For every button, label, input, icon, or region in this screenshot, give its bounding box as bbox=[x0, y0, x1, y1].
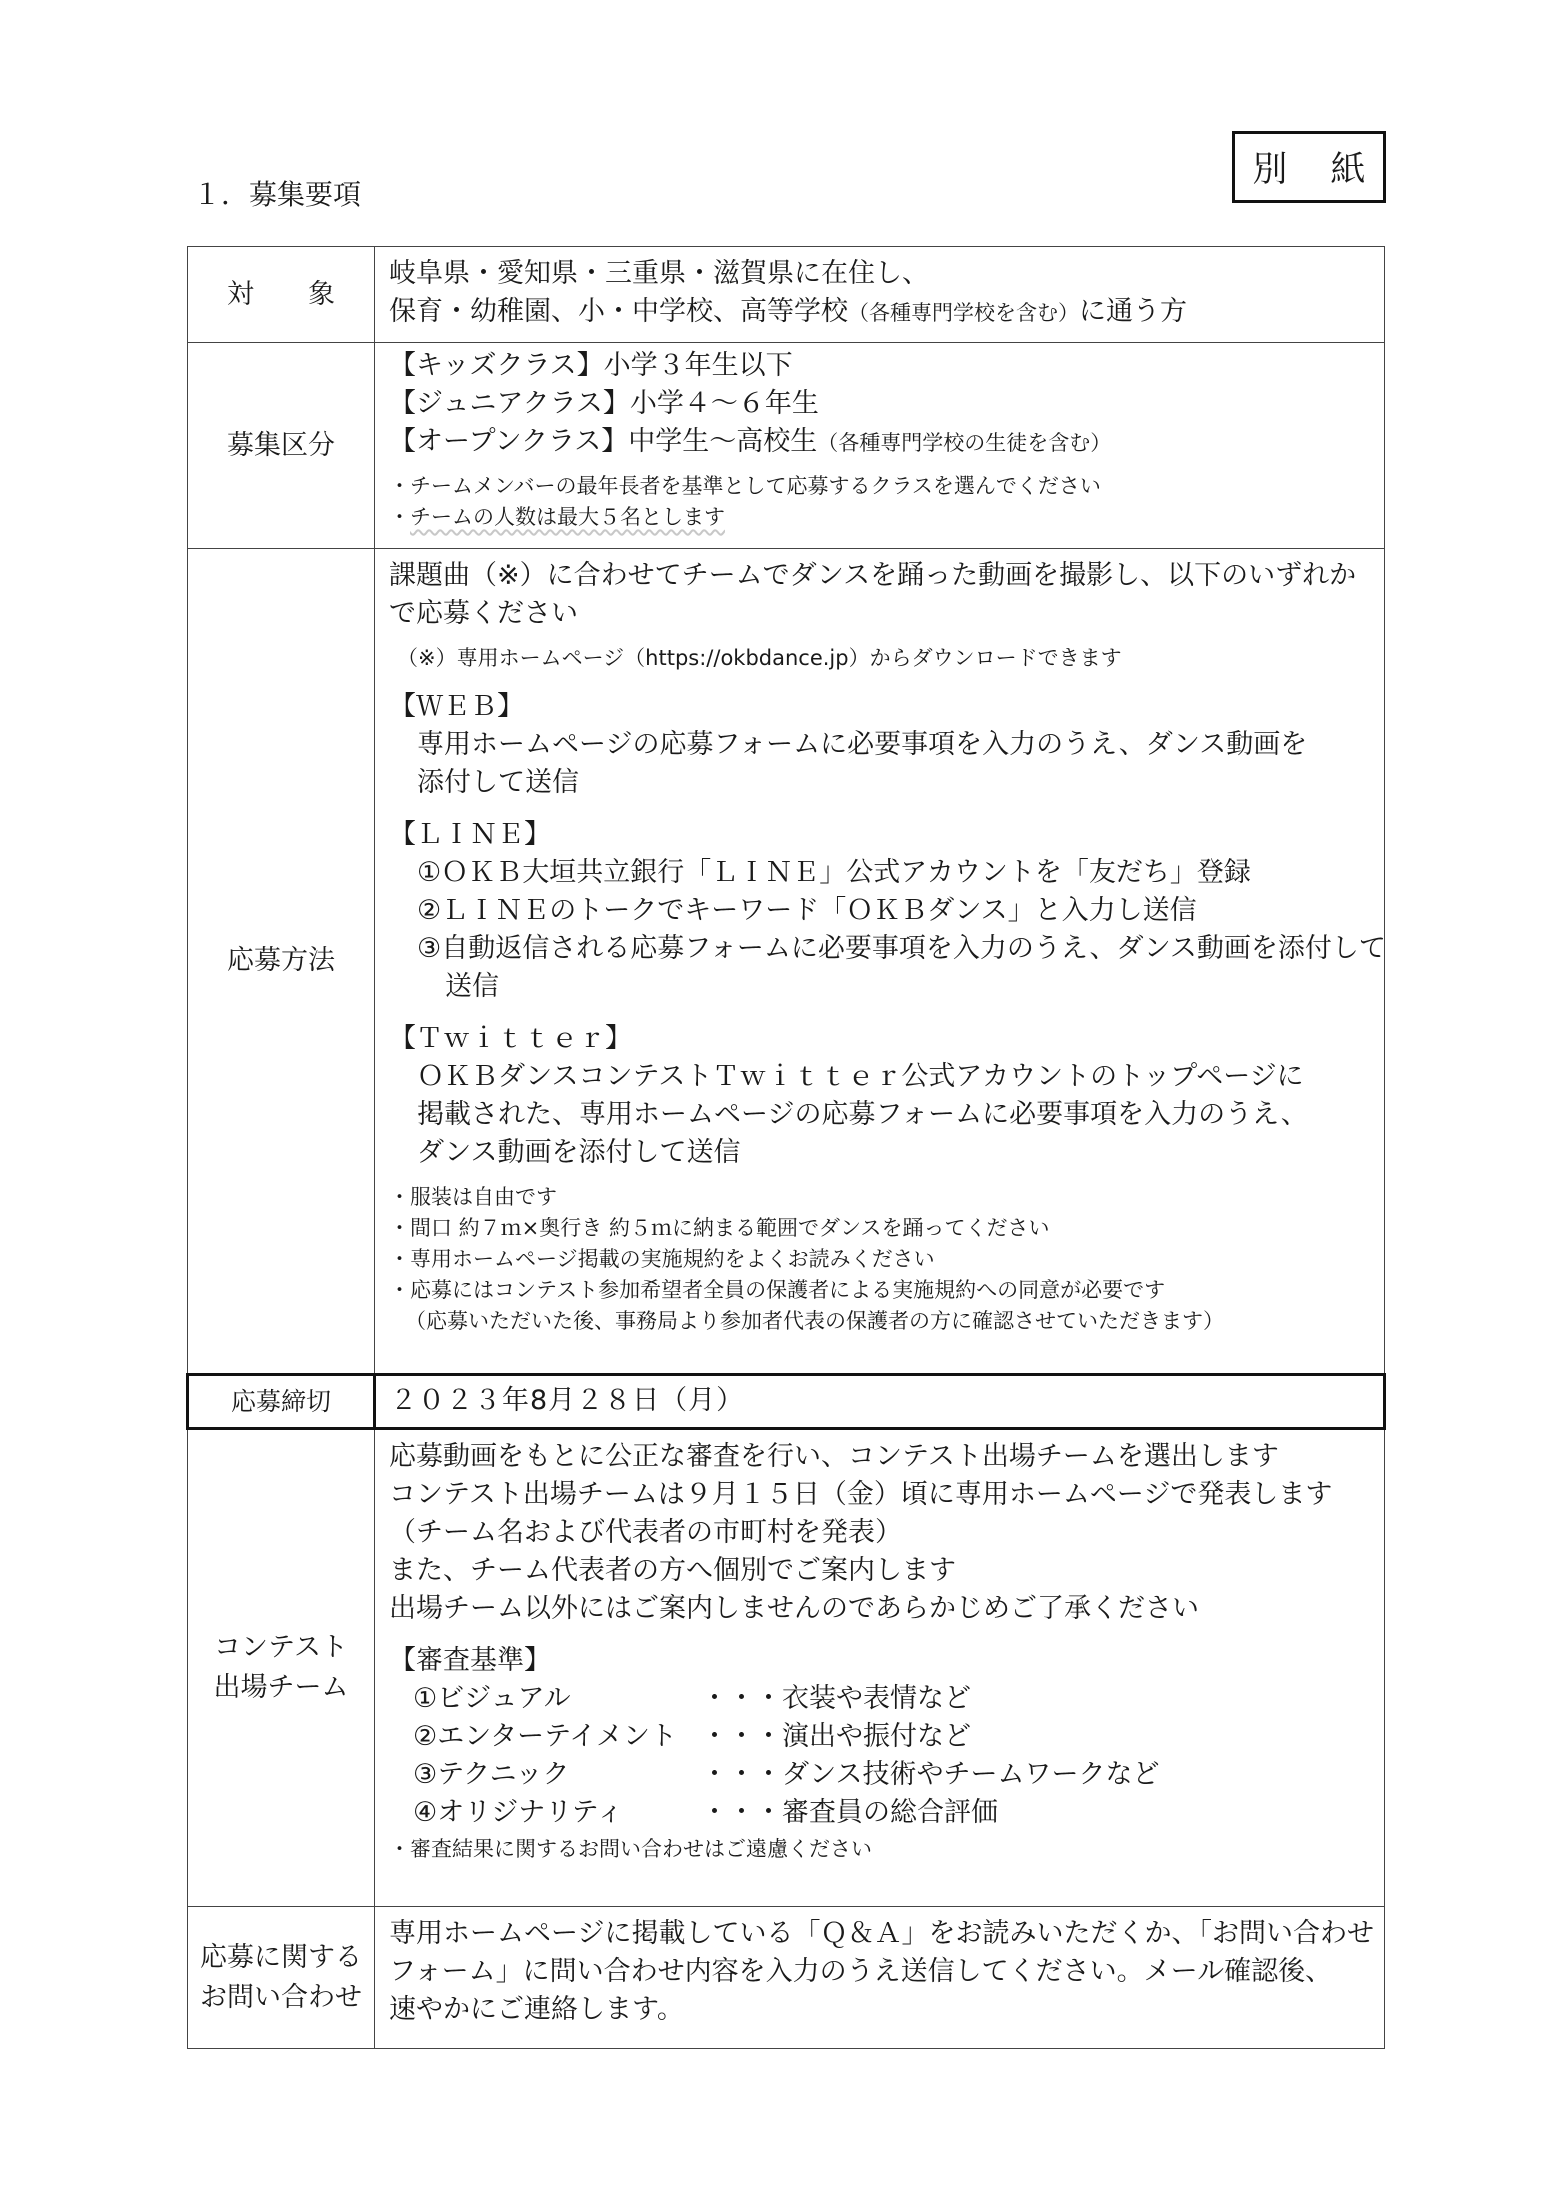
twitter-line-2: 掲載された、専用ホームページの応募フォームに必要事項を入力のうえ、 bbox=[417, 1099, 1308, 1130]
criteria-desc: ・・・演出や振付など bbox=[701, 1721, 971, 1752]
target-line-2-main: 保育・幼稚園、小・中学校、高等学校 bbox=[389, 296, 848, 327]
line-title: 【ＬＩＮＥ】 bbox=[389, 819, 551, 850]
row-inquiry bbox=[188, 1907, 1385, 2049]
label-inquiry-2: お問い合わせ bbox=[200, 1981, 362, 2013]
contest-note: ・審査結果に関するお問い合わせはご遠慮ください bbox=[389, 1837, 872, 1861]
method-intro-2: で応募ください bbox=[389, 598, 578, 629]
row-method bbox=[188, 549, 1385, 1375]
label-deadline: 応募締切 bbox=[188, 1375, 375, 1429]
label-contest-2: 出場チーム bbox=[213, 1672, 349, 1703]
line-step-3b: 送信 bbox=[445, 971, 499, 1002]
category-note-2 bbox=[389, 502, 1374, 533]
web-title: 【ＷＥＢ】 bbox=[389, 691, 524, 722]
criteria-name: ①ビジュアル bbox=[413, 1683, 571, 1714]
category-open-small: （各種専門学校の生徒を含む） bbox=[817, 431, 1112, 455]
category-open bbox=[389, 423, 1374, 461]
row-contest bbox=[188, 1429, 1385, 1907]
label-contest-1: コンテスト bbox=[214, 1632, 348, 1663]
contest-line-3: （チーム名および代表者の市町村を発表） bbox=[389, 1517, 902, 1548]
label-category: 募集区分 bbox=[188, 343, 375, 549]
target-line-2-end: に通う方 bbox=[1079, 296, 1187, 327]
criteria-row bbox=[389, 1756, 1374, 1794]
label-inquiry-1: 応募に関する bbox=[200, 1941, 362, 1973]
method-intro-1: 課題曲（※）に合わせてチームでダンスを踊った動画を撮影し、以下のいずれか bbox=[389, 560, 1357, 591]
row-category bbox=[188, 343, 1385, 549]
category-junior: 【ジュニアクラス】小学４～６年生 bbox=[389, 388, 819, 419]
content-deadline: ２０２３年8月２８日（月） bbox=[375, 1375, 1385, 1429]
target-line-1: 岐阜県・愛知県・三重県・滋賀県に在住し、 bbox=[389, 258, 929, 289]
twitter-line-3: ダンス動画を添付して送信 bbox=[417, 1137, 741, 1168]
recruitment-table bbox=[186, 246, 1386, 2049]
criteria-row bbox=[389, 1680, 1374, 1718]
content-inquiry bbox=[375, 1907, 1385, 2049]
contest-line-4: また、チーム代表者の方へ個別でご案内します bbox=[389, 1555, 956, 1586]
label-target: 対 象 bbox=[188, 247, 375, 343]
criteria-row bbox=[389, 1718, 1374, 1756]
content-contest bbox=[375, 1429, 1385, 1907]
method-note-2: ・間口 約７ｍ×奥行き 約５ｍに納まる範囲でダンスを踊ってください bbox=[389, 1216, 1050, 1240]
category-note-2-text: チームの人数は最大５名とします bbox=[410, 505, 725, 529]
label-contest bbox=[188, 1429, 375, 1907]
section-heading: １．募集要項 bbox=[193, 178, 362, 211]
category-kids: 【キッズクラス】小学３年生以下 bbox=[389, 350, 793, 381]
content-category bbox=[375, 343, 1385, 549]
criteria-name: ③テクニック bbox=[413, 1759, 570, 1790]
content-method bbox=[375, 549, 1385, 1375]
contest-line-2: コンテスト出場チームは９月１５日（金）頃に専用ホームページで発表します bbox=[389, 1479, 1333, 1510]
label-method: 応募方法 bbox=[188, 549, 375, 1375]
twitter-line-1: ＯＫＢダンスコンテストＴｗｉｔｔｅｒ公式アカウントのトップページに bbox=[417, 1061, 1304, 1092]
method-download: （※）専用ホームページ（https://okbdance.jp）からダウンロードできます bbox=[397, 646, 1122, 670]
criteria-desc: ・・・ダンス技術やチームワークなど bbox=[701, 1759, 1160, 1790]
target-line-2 bbox=[389, 293, 1374, 331]
attachment-stamp: 別 紙 bbox=[1232, 131, 1386, 203]
content-target bbox=[375, 247, 1385, 343]
line-step-1: ①ＯＫＢ大垣共立銀行「ＬＩＮＥ」公式アカウントを「友だち」登録 bbox=[417, 857, 1251, 888]
method-note-3: ・専用ホームページ掲載の実施規約をよくお読みください bbox=[389, 1247, 935, 1271]
category-open-main: 【オープンクラス】中学生～高校生 bbox=[389, 426, 818, 457]
line-step-3: ③自動返信される応募フォームに必要事項を入力のうえ、ダンス動画を添付して bbox=[417, 933, 1386, 964]
category-note-1: ・チームメンバーの最年長者を基準として応募するクラスを選んでください bbox=[389, 474, 1101, 498]
criteria-desc: ・・・審査員の総合評価 bbox=[701, 1797, 998, 1828]
category-note-2-bullet: ・ bbox=[389, 505, 410, 529]
criteria-title: 【審査基準】 bbox=[389, 1645, 551, 1676]
method-note-1: ・服装は自由です bbox=[389, 1185, 557, 1209]
contest-line-5: 出場チーム以外にはご案内しませんのであらかじめご了承ください bbox=[389, 1593, 1199, 1624]
twitter-title: 【Ｔｗｉｔｔｅｒ】 bbox=[389, 1023, 632, 1054]
target-line-2-small: （各種専門学校を含む） bbox=[848, 301, 1079, 325]
row-deadline bbox=[188, 1375, 1385, 1429]
inquiry-line-3: 速やかにご連絡します。 bbox=[389, 1994, 684, 2025]
method-note-5: （応募いただいた後、事務局より参加者代表の保護者の方に確認させていただきます） bbox=[405, 1309, 1224, 1333]
line-step-2: ②ＬＩＮＥのトークでキーワード「ＯＫＢダンス」と入力し送信 bbox=[417, 895, 1197, 926]
web-line-1: 専用ホームページの応募フォームに必要事項を入力のうえ、ダンス動画を bbox=[417, 729, 1308, 760]
criteria-name: ②エンターテイメント bbox=[413, 1721, 677, 1752]
contest-line-1: 応募動画をもとに公正な審査を行い、コンテスト出場チームを選出します bbox=[389, 1441, 1279, 1472]
method-note-4: ・応募にはコンテスト参加希望者全員の保護者による実施規約への同意が必要です bbox=[389, 1278, 1166, 1302]
web-line-2: 添付して送信 bbox=[417, 767, 579, 798]
criteria-name: ④オリジナリティ bbox=[413, 1797, 624, 1828]
criteria-row bbox=[389, 1794, 1374, 1832]
inquiry-line-1: 専用ホームページに掲載している「Ｑ＆Ａ」をお読みいただくか、「お問い合わせ bbox=[389, 1918, 1374, 1949]
label-inquiry bbox=[188, 1907, 375, 2049]
row-target bbox=[188, 247, 1385, 343]
inquiry-line-2: フォーム」に問い合わせ内容を入力のうえ送信してください。メール確認後、 bbox=[389, 1956, 1333, 1987]
criteria-desc: ・・・衣装や表情など bbox=[701, 1683, 971, 1714]
